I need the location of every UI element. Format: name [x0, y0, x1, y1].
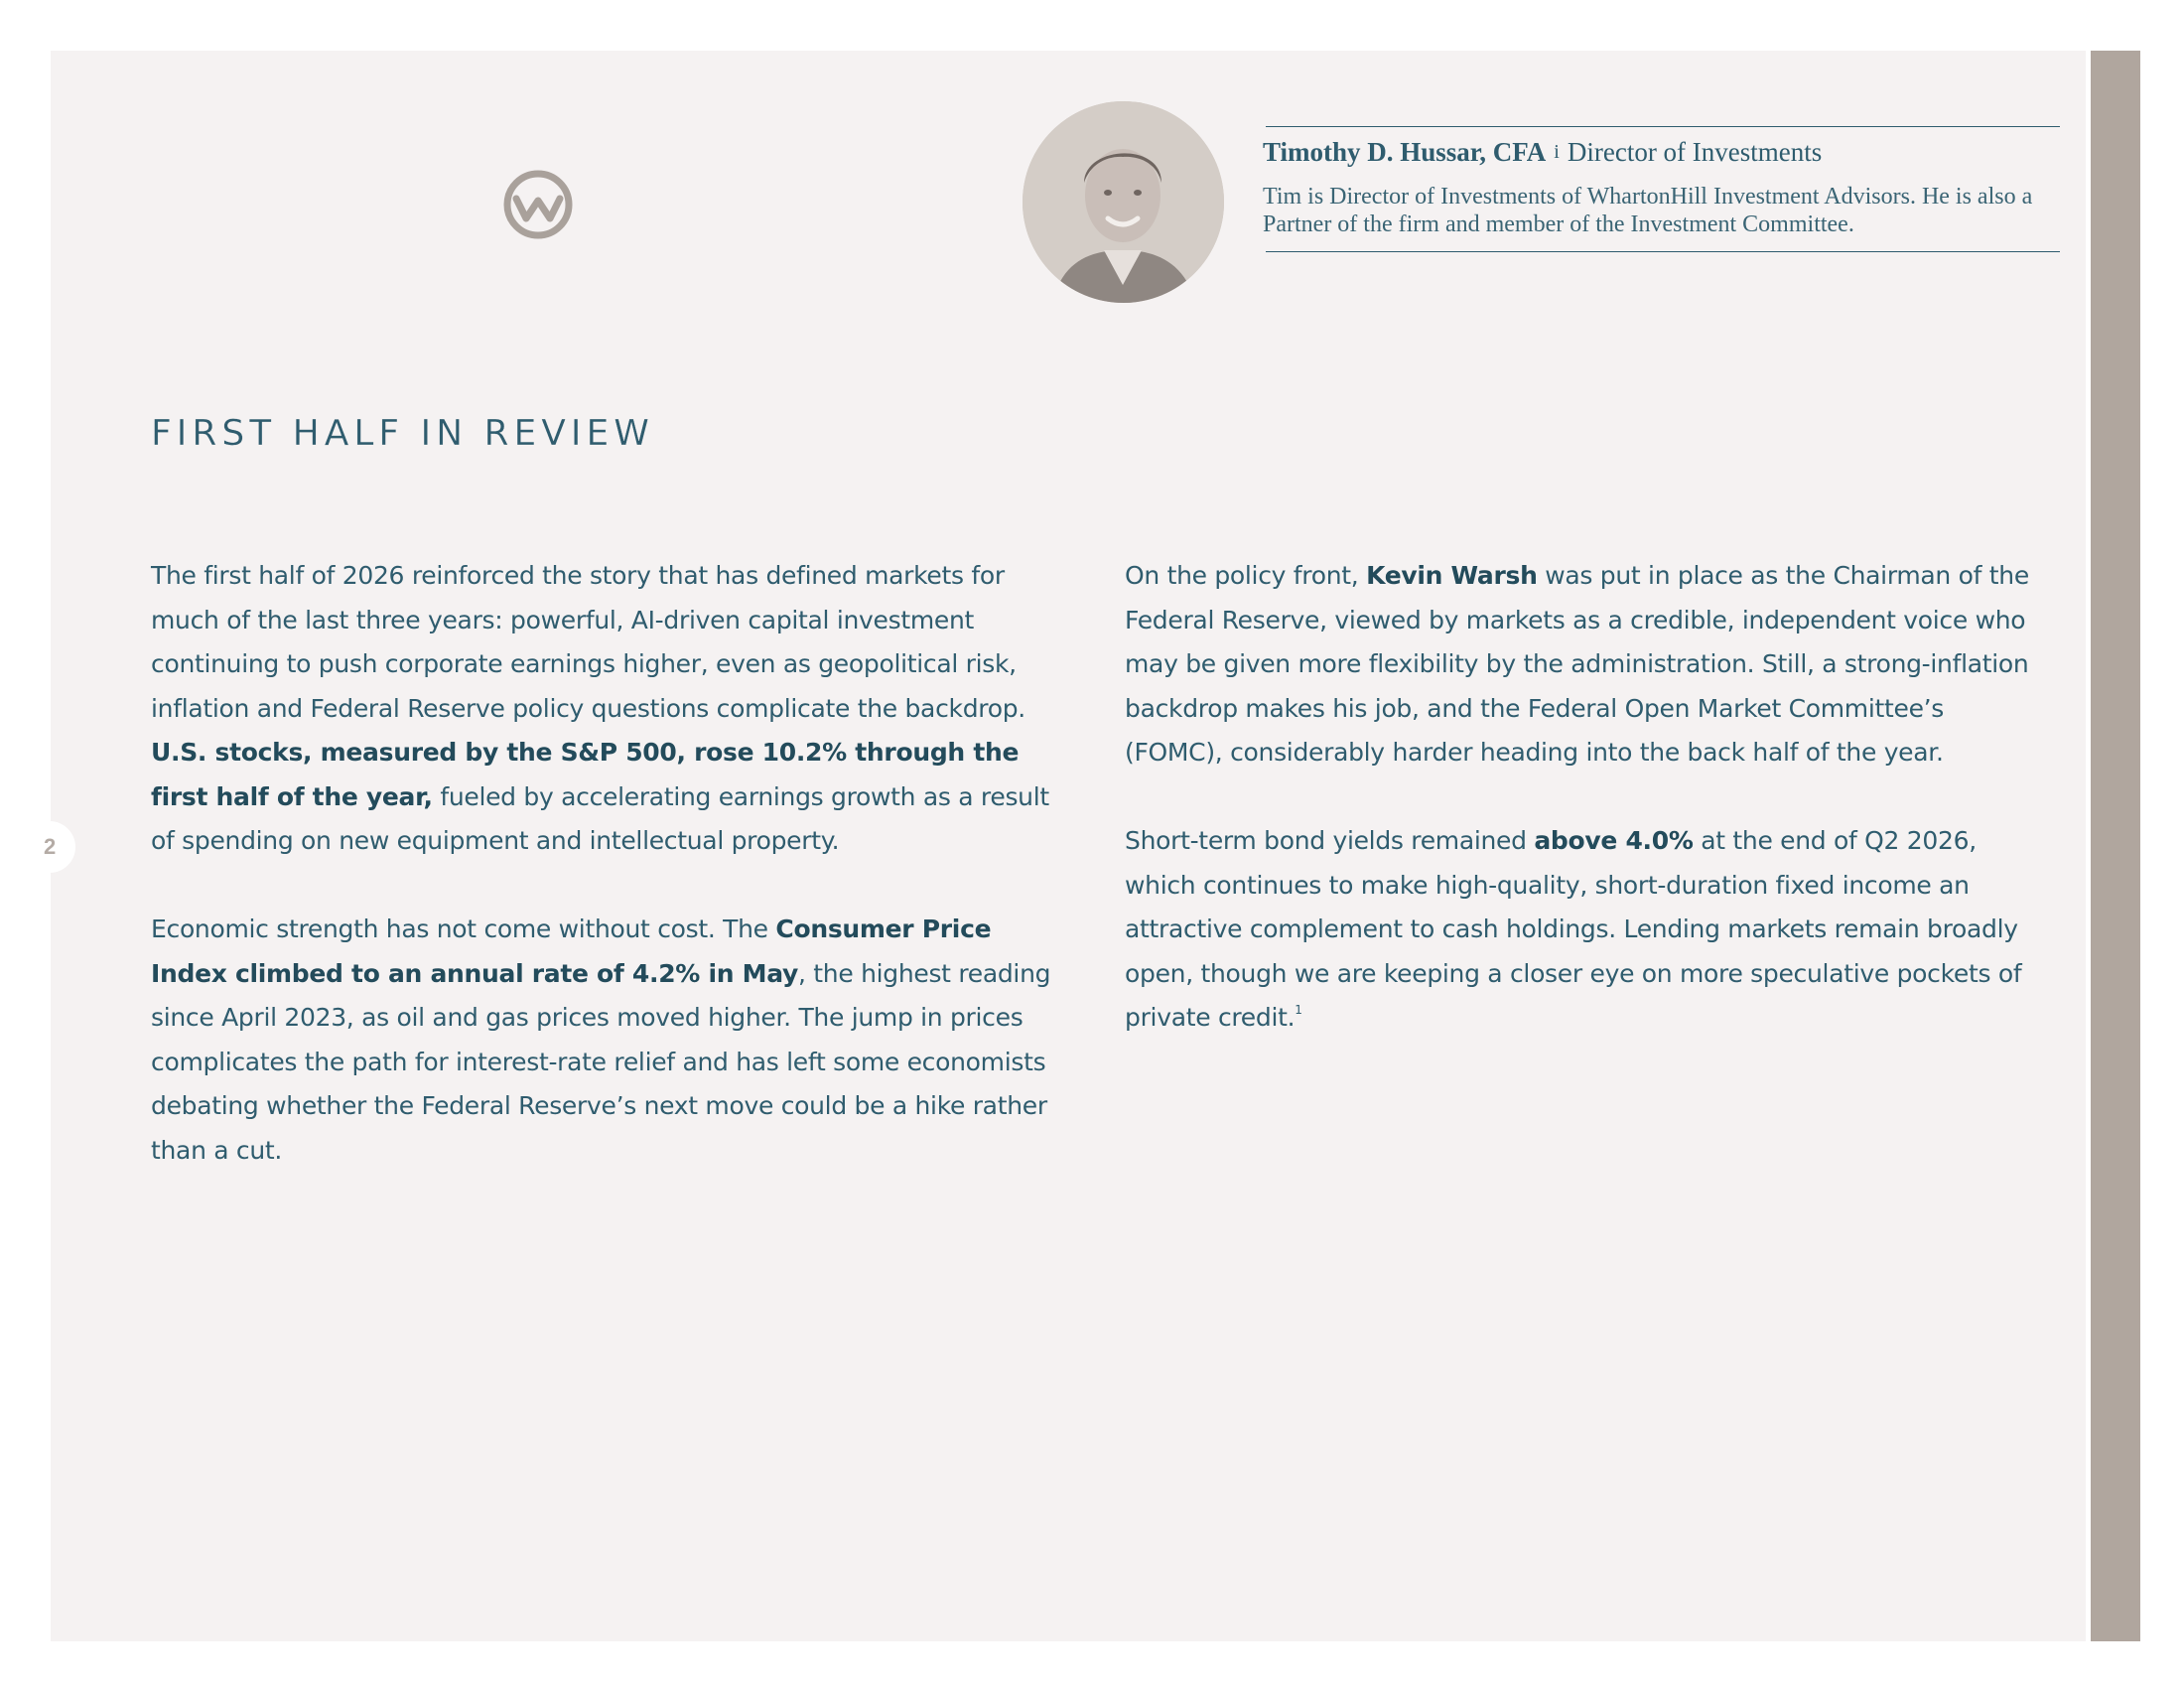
side-bar	[2091, 51, 2140, 1641]
body-text: On the policy front,	[1125, 561, 1367, 590]
highlight-text: Kevin Warsh	[1366, 561, 1538, 590]
author-bio: Tim is Director of Investments of WhartonHill Investment Advisors. He is also a Partner of the firm and member of the Investment Committee.	[1263, 184, 2033, 237]
paragraph	[151, 554, 1059, 864]
body-text: , the highest reading since April 2023, as oil and gas prices moved higher. The jump in prices complicates the path for interest-rate relief and has left some economists debating whether the Federal Reserve’s next move could be a hike rather than a cut.	[151, 958, 1051, 1165]
paragraph	[1125, 819, 2043, 1041]
author-portrait-icon	[1023, 101, 1224, 303]
page-number: 2	[44, 834, 57, 859]
w-logo-icon	[502, 169, 574, 240]
author-avatar	[1023, 101, 1224, 303]
author-name: Timothy D. Hussar, CFA	[1263, 137, 1547, 167]
body-text: The first half of 2026 reinforced the story that has defined markets for much of the last three years: powerful, AI-driven capital investment continuing to push corporate earnings higher, even as geopolitical risk, inflation and Federal Reserve policy questions complicate the backdrop.	[151, 561, 1025, 723]
highlight-text: above 4.0%	[1534, 826, 1694, 855]
body-text: fueled by accelerating earnings growth as a result of spending on new equipment and intellectual property.	[151, 781, 1049, 855]
left-column	[151, 554, 1059, 1217]
footnote-marker[interactable]: 1	[1295, 1003, 1302, 1017]
author-rule-bottom	[1266, 251, 2060, 252]
author-rule-top	[1266, 126, 2060, 127]
section-title: FIRST HALF IN REVIEW	[151, 413, 654, 454]
paragraph	[151, 908, 1059, 1173]
paragraph	[1125, 554, 2043, 775]
highlight-text: U.S. stocks, measured by the S&P 500, rose 10.2% through the first half of the year,	[151, 738, 1020, 811]
body-text: Economic strength has not come without cost. The	[151, 914, 776, 943]
author-separator: i	[1554, 141, 1560, 163]
body-text: Short-term bond yields remained	[1125, 826, 1535, 855]
author-heading	[1263, 137, 1822, 168]
highlight-text: Consumer Price Index climbed to an annual rate of 4.2% in May	[151, 914, 992, 988]
body-text: at the end of Q2 2026, which continues to make high-quality, short-duration fixed income an attractive complement to cash holdings. Lending markets remain broadly open, though we are keeping a closer eye on more speculative pockets of private credit.	[1125, 826, 2022, 1032]
right-column	[1125, 554, 2043, 1084]
author-title: Director of Investments	[1567, 137, 1823, 167]
body-text: was put in place as the Chairman of the Federal Reserve, viewed by markets as a credible, independent voice who may be given more flexibility by the administration. Still, a strong-inflation backdrop makes his job, and the Federal Open Market Committee’s (FOMC), considerably harder heading into the back half of the year.	[1125, 561, 2029, 767]
